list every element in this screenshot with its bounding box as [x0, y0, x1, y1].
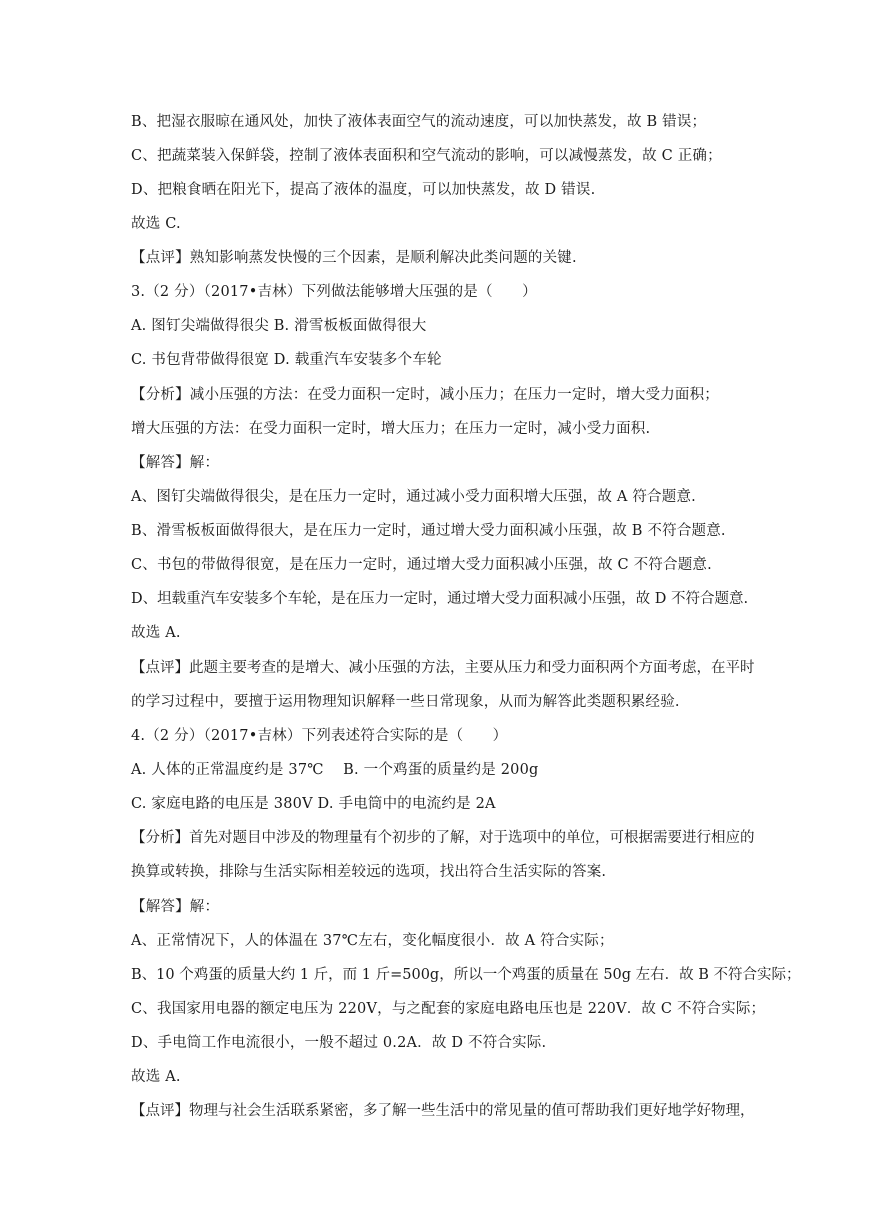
- text-line: A、正常情况下，人的体温在 37℃左右，变化幅度很小．故 A 符合实际；: [131, 933, 614, 949]
- text-line: 【解答】解：: [131, 899, 220, 915]
- text-line: 【点评】熟知影响蒸发快慢的三个因素，是顺利解决此类问题的关键.: [131, 250, 577, 266]
- text-line: 【分析】减小压强的方法：在受力面积一定时，减小压力；在压力一定时，增大受力面积；: [131, 387, 719, 403]
- text-line: D、把粮食晒在阳光下，提高了液体的温度，可以加快蒸发，故 D 错误.: [131, 182, 596, 198]
- text-line: 【点评】此题主要考查的是增大、减小压强的方法，主要从压力和受力面积两个方面考虑，在平时: [131, 660, 755, 676]
- text-line: 换算或转换，排除与生活实际相差较远的选项，找出符合生活实际的答案.: [131, 864, 607, 880]
- text-line: 【分析】首先对题目中涉及的物理量有个初步的了解，对于选项中的单位，可根据需要进行相应的: [131, 830, 755, 846]
- text-line: C、我国家用电器的额定电压为 220V，与之配套的家庭电路电压也是 220V．故 C 不符合实际；: [131, 1001, 766, 1017]
- question-4-stem: 4.（2 分）（2017•吉林）下列表述符合实际的是（ ）: [131, 728, 508, 744]
- text-line: C、书包的带做得很宽，是在压力一定时，通过增大受力面积减小压强，故 C 不符合题意.: [131, 557, 712, 573]
- text-line: 【解答】解：: [131, 455, 220, 471]
- text-line: B、10 个鸡蛋的质量大约 1 斤，而 1 斤=500g，所以一个鸡蛋的质量在 50g 左右．故 B 不符合实际；: [131, 967, 801, 983]
- text-line: B、滑雪板板面做得很大，是在压力一定时，通过增大受力面积减小压强，故 B 不符合题意.: [131, 523, 726, 539]
- text-line: C、把蔬菜装入保鲜袋，控制了液体表面积和空气流动的影响，可以减慢蒸发，故 C 正确；: [131, 148, 722, 164]
- text-line: 增大压强的方法：在受力面积一定时，增大压力；在压力一定时，减小受力面积.: [131, 421, 651, 437]
- text-line: D、手电筒工作电流很小，一般不超过 0.2A．故 D 不符合实际.: [131, 1035, 547, 1051]
- text-line: 故选 A.: [131, 1069, 181, 1085]
- text-line: A. 人体的正常温度约是 37℃ B. 一个鸡蛋的质量约是 200g: [131, 762, 539, 778]
- text-line: 的学习过程中，要擅于运用物理知识解释一些日常现象，从而为解答此类题积累经验.: [131, 694, 680, 710]
- question-3-stem: 3.（2 分）（2017•吉林）下列做法能够增大压强的是（ ）: [131, 284, 537, 300]
- text-line: A. 图钉尖端做得很尖 B. 滑雪板板面做得很大: [131, 318, 427, 334]
- text-line: A、图钉尖端做得很尖，是在压力一定时，通过减小受力面积增大压强，故 A 符合题意.: [131, 489, 696, 505]
- text-line: 故选 A.: [131, 625, 181, 641]
- text-line: C. 家庭电路的电压是 380V D. 手电筒中的电流约是 2A: [131, 796, 496, 812]
- text-line: 故选 C.: [131, 216, 181, 232]
- text-line: C. 书包背带做得很宽 D. 载重汽车安装多个车轮: [131, 352, 442, 368]
- text-line: D、坦载重汽车安装多个车轮，是在压力一定时，通过增大受力面积减小压强，故 D 不符合题意.: [131, 591, 749, 607]
- text-line: B、把湿衣服晾在通风处，加快了液体表面空气的流动速度，可以加快蒸发，故 B 错误；: [131, 114, 707, 130]
- text-line: 【点评】物理与社会生活联系紧密，多了解一些生活中的常见量的值可帮助我们更好地学好物理，: [131, 1103, 755, 1119]
